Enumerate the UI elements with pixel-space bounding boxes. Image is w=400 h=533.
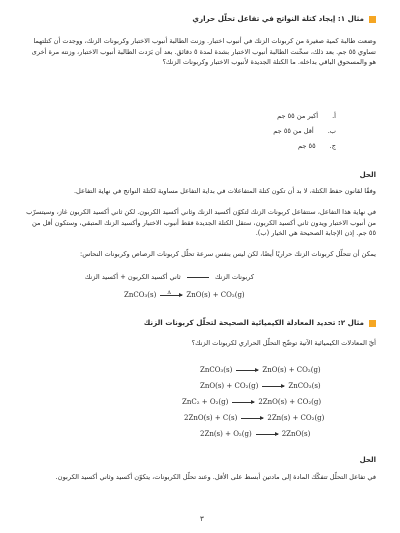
bullet-square-icon: [369, 16, 376, 23]
solution-paragraph-2: في نهاية هذا التفاعل، ستتفاعل كربونات الزنك لتكوّن أكسيد الزنك وثاني أكسيد الكربون. لكن ثاني أكسيد الكربون غاز، وسيتسرّب من أنبوب الاختبار ويدون ثاني أكسيد الكربون، ستقل الكتلة الجديدة فقط أنبوب الاختبار وأكسيد الزنك المتبقي، وستكون أقل من ٥٥ جم. إذن الإجابة الصحيحة هي الخيار (ب).: [26, 208, 376, 237]
zinc-carbonate-equation: [124, 290, 245, 301]
word-eq-products: ثاني أكسيد الكربون + أكسيد الزنك: [84, 273, 181, 281]
option-text: أقل من ٥٥ جم: [273, 127, 314, 135]
solution-label: الحل: [359, 171, 376, 179]
equation-right: 2Zn(s) + CO₂(g): [267, 414, 325, 422]
option-text: أكبر من ٥٥ جم: [277, 112, 319, 120]
option-b-equation: [200, 381, 321, 392]
option-d-equation: [184, 413, 324, 424]
example-2-title: مثال ٢: تحديد المعادلة الكيميائية الصحيحة لتحلّل كربونات الزنك: [143, 318, 364, 327]
equation-left: ZnO(s) + CO₂(g): [200, 382, 259, 390]
option-c: [298, 141, 336, 152]
solution-paragraph-1: وفقًا لقانون حفظ الكتلة، لا بد أن تكون كتلة المتفاعلات في بداية التفاعل مساوية لكتلة النواتج في نهاية التفاعل.: [73, 187, 376, 195]
option-letter: أ.: [332, 112, 336, 120]
reaction-arrow-icon: [187, 277, 209, 278]
equation-left: 2ZnO(s) + C(s): [184, 414, 238, 422]
word-equation: [85, 272, 254, 283]
option-c-equation: [182, 397, 321, 408]
example-1-title: مثال ١: إيجاد كتلة النواتج في تفاعل تحلّل حراري: [192, 14, 364, 23]
equation-right: 2ZnO(s) + CO₂(g): [258, 398, 322, 406]
example-2-heading: [144, 318, 376, 329]
page-number: ٣: [200, 515, 204, 523]
reaction-arrow-icon: [256, 434, 278, 435]
document-page: [24, 0, 376, 533]
option-text: ٥٥ جم: [297, 142, 316, 150]
option-b: [273, 126, 336, 137]
solution-label: الحل: [359, 456, 376, 464]
equation-right: ZnCO₃(s): [288, 382, 321, 390]
option-e-equation: [200, 429, 310, 440]
equation-products: ZnO(s) + CO₂(g): [186, 291, 245, 299]
equation-left: 2Zn(s) + O₂(g): [200, 430, 252, 438]
example-1-heading: [192, 14, 376, 25]
example-1-question: وضعت طالبة كمية صغيرة من كربونات الزنك في أنبوب اختبار. وزنت الطالبة أنبوب الاختبار وكربونات الزنك، ووجدت أن كتلتهما تساوي ٥٥ جم. بعد ذلك، سخّنت الطالبة أنبوب الاختبار بشدة لمدة ٥ دقائق. بعد أن بَرَدت الطالبة أنبوب الاختبار، وزنته مرة أخرى هو والمسحوق الباقي بداخله. ما الكتلة الجديدة لأنبوب الاختبار وكربونات الزنك؟: [31, 37, 376, 66]
equation-right: ZnO(s) + CO₂(g): [262, 366, 321, 374]
solution-paragraph-3: يمكن أن تتحلّل كربونات الزنك حراريًا أيضًا، لكن ليس بنفس سرعة تحلّل كربونات الرصاص وكربونات النحاس:: [79, 250, 376, 258]
heat-delta-symbol: Δ: [167, 289, 171, 296]
equation-right: 2ZnO(s): [281, 430, 311, 438]
option-a-equation: [200, 365, 321, 376]
equation-left: ZnCO₃(s): [200, 366, 233, 374]
example-2-solution: في تفاعل التحلّل تتفكّك المادة إلى مادتين أبسط على الأقل. وعند تحلّل الكربونات، يتكوّن أكسيد وثاني أكسيد الكربون.: [55, 473, 376, 481]
equation-reactant: ZnCO₃(s): [124, 291, 157, 299]
option-letter: ب.: [327, 127, 336, 135]
reaction-arrow-icon: [236, 370, 258, 371]
bullet-square-icon: [369, 320, 376, 327]
reaction-arrow-icon: [262, 386, 284, 387]
option-letter: ج.: [329, 142, 336, 150]
reaction-arrow-icon: [232, 402, 254, 403]
reaction-arrow-icon: [241, 418, 263, 419]
option-a: [277, 111, 336, 122]
word-eq-reactant: كربونات الزنك: [214, 273, 254, 281]
example-2-question: أيّ المعادلات الكيميائية الآتية توضّح التحلّل الحراري لكربونات الزنك؟: [191, 339, 376, 347]
reaction-arrow-icon: [160, 289, 182, 296]
equation-left: ZnC₂ + O₂(g): [182, 398, 229, 406]
